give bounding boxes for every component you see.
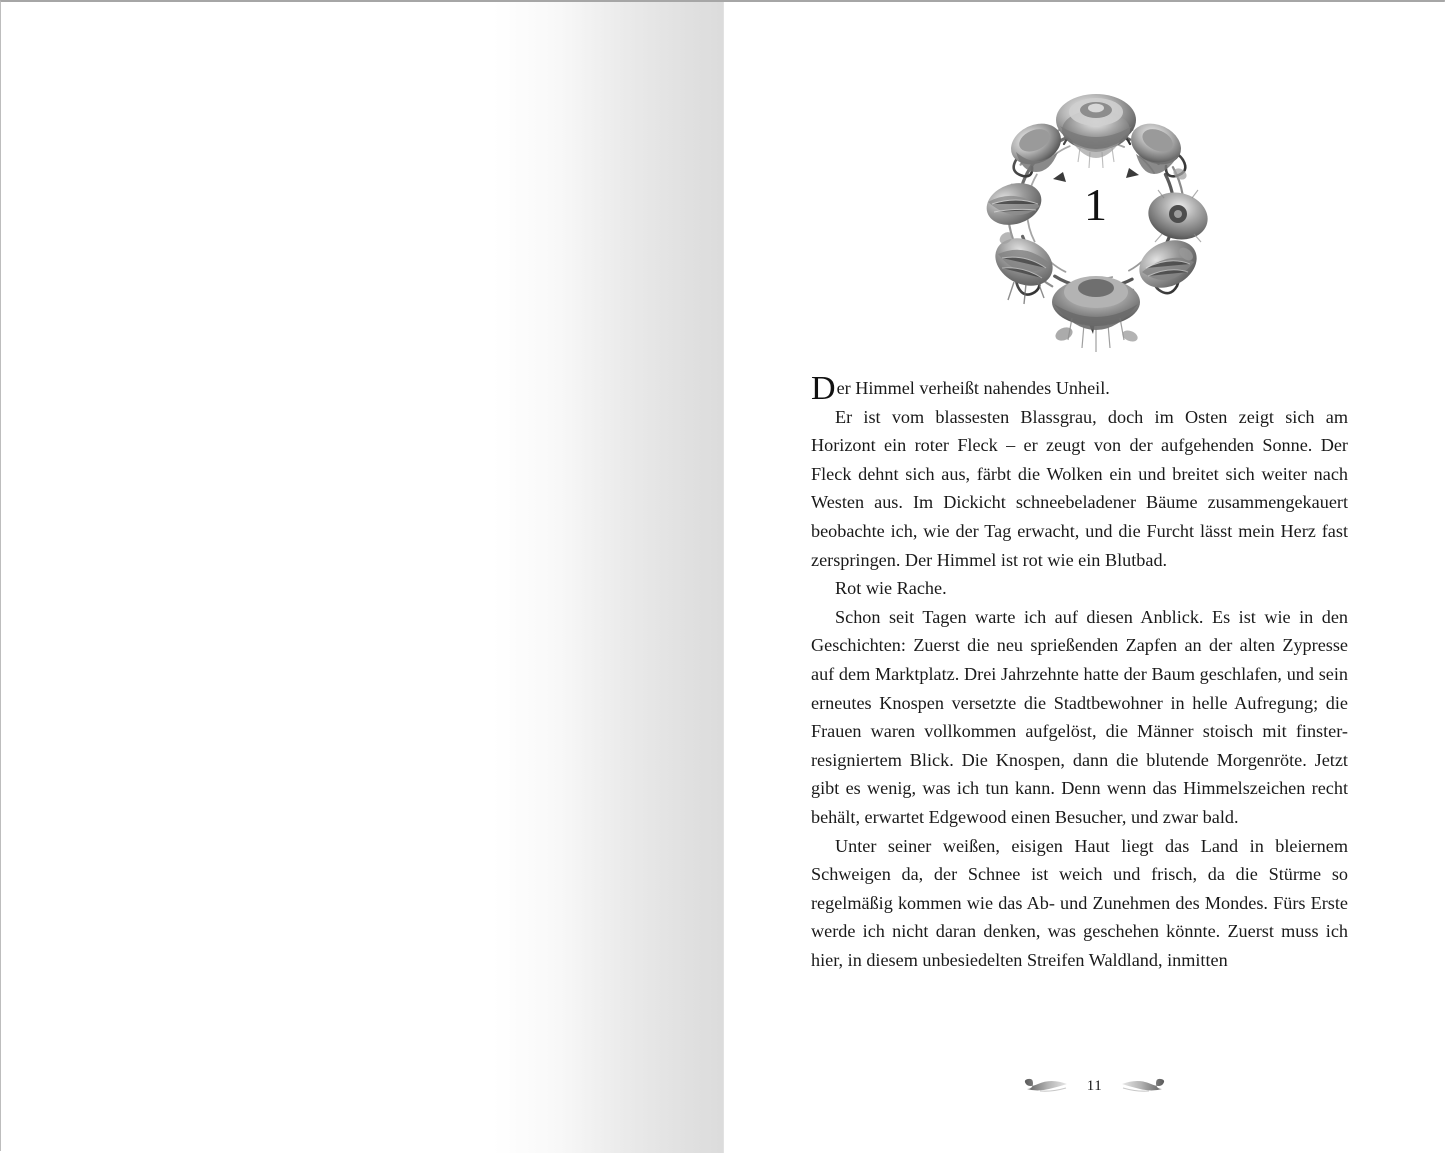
paragraph	[811, 603, 1348, 832]
paragraph-text: Rot wie Rache.	[835, 578, 947, 599]
swash-flourish-left-icon	[1023, 1077, 1069, 1095]
paragraph-text: Unter seiner weißen, eisigen Haut liegt das Land in bleiernem Schweigen da, der Schnee ist weich und frisch, da die Stürme so regelmäßig kommen wie das Ab- und Zunehmen des Mondes. Fürs Erste werde ich nicht daran denken, was geschehen könnte. Zuerst muss ich hier, in diesem unbesiedelten Streifen Waldland, inmitten	[811, 835, 1348, 970]
paragraph-text: er Himmel verheißt nahendes Unheil.	[836, 378, 1110, 398]
paragraph-opening	[811, 370, 1348, 407]
paragraph	[811, 403, 1348, 575]
chapter-body-text	[811, 370, 1348, 974]
left-page	[1, 2, 723, 1153]
right-page	[724, 2, 1445, 1153]
paragraph-text: Schon seit Tagen warte ich auf diesen Anblick. Es ist wie in den Geschichten: Zuerst die neu sprießenden Zapfen an der alten Zypresse auf dem Marktplatz. Drei Jahrzehnte hatte der Baum geschlafen, und sein erneutes Knospen versetzte die Stadtbewohner in helle Aufregung; die Frauen waren vollkommen aufgelöst, die Männer stoisch mit finster-resigniertem Blick. Die Knospen, dann die blutende Morgenröte. Jetzt gibt es wenig, was ich tun kann. Denn wenn das Himmelszeichen recht behält, erwartet Edgewood einen Besucher, und zwar bald.	[811, 606, 1348, 827]
gutter-shadow	[493, 2, 723, 1153]
paragraph-text: Er ist vom blassesten Blassgrau, doch im Osten zeigt sich am Horizont ein roter Fleck – er zeugt von der aufgehenden Sonne. Der Fleck dehnt sich aus, färbt die Wolken ein und breitet sich weiter nach Westen aus. Im Dickicht schneebeladener Bäume zusammengekauert beobachte ich, wie der Tag erwacht, und die Furcht lässt mein Herz fast zerspringen. Der Himmel ist rot wie ein Blutbad.	[811, 406, 1348, 570]
chapter-number: 1	[1084, 179, 1107, 230]
page-number: 11	[1086, 1077, 1103, 1094]
swash-right-svg	[1120, 1077, 1166, 1095]
floral-wreath-ornament-icon	[980, 86, 1212, 364]
swash-flourish-right-icon	[1120, 1077, 1166, 1095]
chapter-ornament	[724, 80, 1445, 370]
paragraph	[811, 574, 1348, 603]
paragraph	[811, 832, 1348, 975]
page-footer	[744, 1073, 1445, 1099]
swash-left-svg	[1023, 1077, 1069, 1095]
drop-cap-initial: D	[811, 370, 836, 407]
